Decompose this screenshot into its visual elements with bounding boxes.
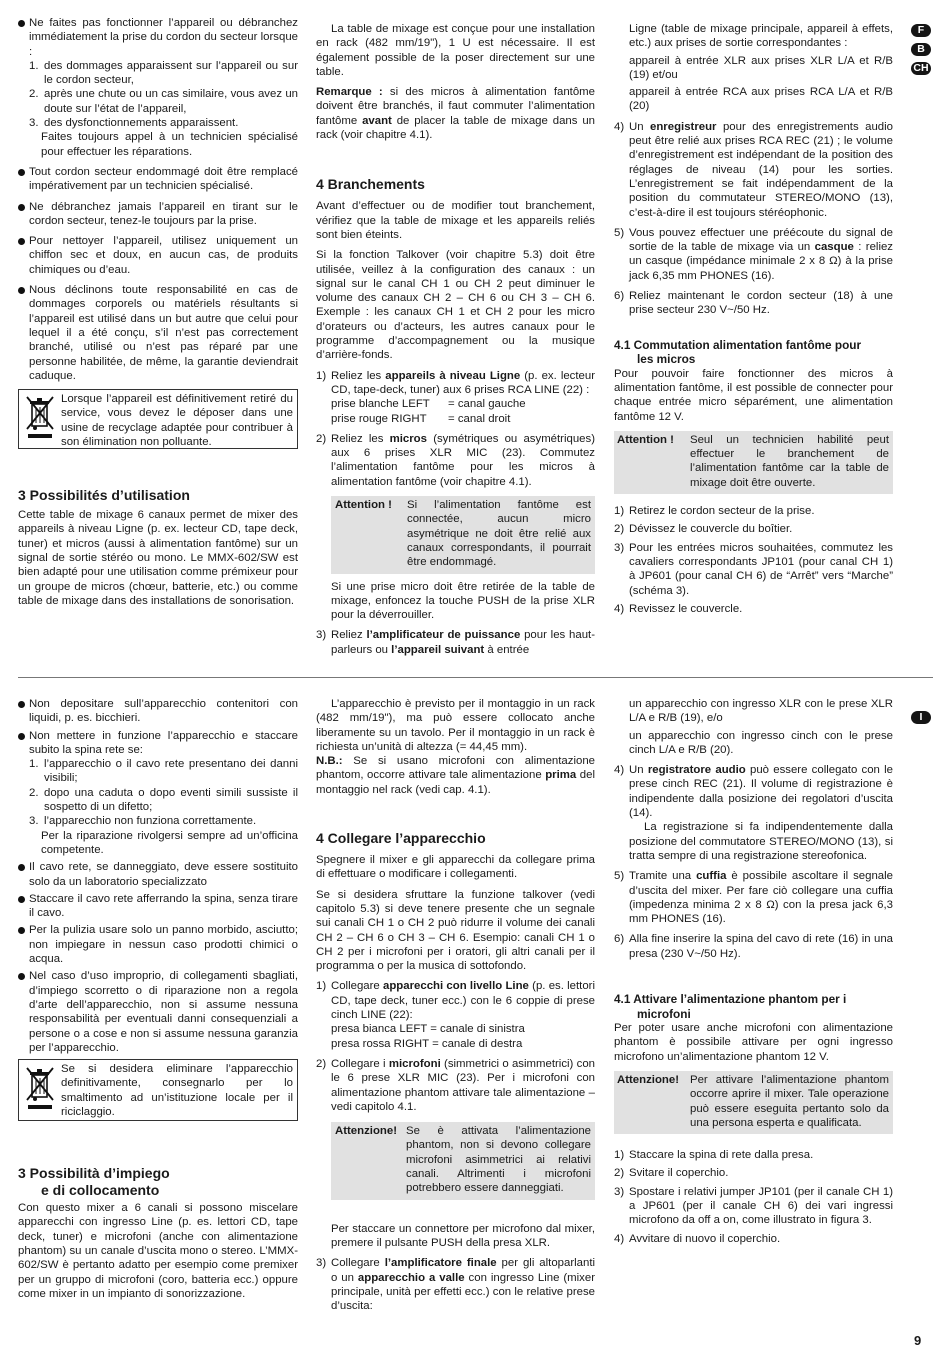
it-column-1 — [18, 697, 298, 1301]
it-step-bold: registratore audio — [647, 764, 746, 777]
it-c3-p2: un apparecchio con ingresso cinch con le prese cinch L/A e R/B (20). — [629, 729, 893, 756]
it-section-3-title — [18, 1165, 298, 1199]
it-step-num: 5) — [614, 870, 625, 883]
fr-attention-text: Seul un technicien habilité peut effectuer le branchement de l’alimentation fantôme car la table de mixage doit être ouverte. — [690, 433, 889, 489]
it-step-bold: cuffia — [696, 870, 727, 883]
fr-c3-p1: Ligne (table de mixage principale, appareil à effets, etc.) aux prises de sortie correspondantes : — [629, 23, 893, 50]
it-step-num: 1) — [316, 980, 327, 993]
fr-s4-p1: Avant d’effectuer ou de modifier tout branchement, vérifiez que la table de mixage et les appareils reliés sont bien éteints. — [316, 200, 595, 241]
fr-step-5 — [614, 226, 893, 283]
fr-step-bold: micros — [389, 432, 427, 445]
fr-safety-sub-1 — [29, 59, 298, 88]
it-safety-6: Nel caso d’uso improprio, di collegamenti sbagliati, d’impiego scorretto o di riparazione non a regola d’arte dell’apparecchio, non si assume nessuna responsabilità per eventuali danni consequenziali a persone o a cose e non si assume nessuna garanzia per l’apparecchio. — [18, 969, 298, 1055]
it-s3-title-b: e di collocamento — [41, 1182, 160, 1199]
fr-step-bold: appareils à niveau Ligne — [385, 369, 521, 382]
fr-s4-p2: Si la fonction Talkover (voir chapitre 5.3) doit être utilisée, veillez à la configuration des canaux : un signal sur le canal CH 1 ou CH 2 peut diminuer le volume des canaux CH 2 – CH 6 ou CH 3 – CH 6. Exemple : les canaux CH 1 et CH 2 pour les micro d’orateurs ou d’acteurs, les autres canaux pour le programme d’accompagnement ou la musique d’arrière-fonds. — [316, 249, 595, 362]
fr-safety-sub-2 — [29, 87, 298, 116]
fr-step-text: Reliez les — [331, 432, 390, 445]
it-step-text: può essere collegato con le prese cinch REC (21). Il volume di registrazione è indipendente dalla posizione dei regolatori d’uscita (14). — [629, 764, 894, 820]
fr-safety-3: Ne débranchez jamais l’appareil en tirant sur le cordon secteur, tenez-le toujours par la prise. — [18, 200, 298, 229]
it-s3-title-a: 3 Possibilità d’impiego — [18, 1165, 170, 1182]
crossed-bin-icon — [25, 395, 55, 441]
fr-phantom-step-1 — [614, 504, 893, 518]
fr-step-2 — [316, 432, 595, 489]
it-step-1 — [316, 979, 595, 1050]
section-divider — [18, 677, 933, 678]
crossed-bin-icon — [25, 1066, 55, 1112]
it-s4-p1: Spegnere il mixer e gli apparecchi da collegare prima di effettuare o modificare i collegamenti. — [316, 854, 595, 881]
fr-rack-text: La table de mixage est conçue pour une installation en rack (482 mm/19"), 1 U est nécessaire. Il est également possible de la poser directement sur une table. — [316, 23, 595, 78]
it-step-num: 6) — [614, 933, 625, 946]
it-step-text: Tramite una — [629, 870, 697, 883]
it-step-bold: l’amplificatore finale — [384, 1257, 497, 1270]
it-nb-label: N.B.: — [316, 755, 343, 768]
it-safety-3: Il cavo rete, se danneggiato, deve essere sostituito solo da un laboratorio specializzato — [18, 860, 298, 889]
it-step-text: Alla fine inserire la spina del cavo di rete (16) in una presa (230 V~/50 Hz). — [629, 933, 893, 960]
fr-step-text: pour les haut-parleurs ou — [331, 629, 595, 656]
it-phantom-step-3 — [614, 1185, 893, 1228]
fr-step-text: à entrée — [484, 643, 530, 656]
it-s41-title-b: microfoni — [637, 1006, 691, 1021]
fr-step-text: Pour les entrées micros souhaitées, commutez les cavaliers correspondants JP101 (pour canal CH 1) à JP601 (pour canal CH 6) de “Arrêt” vers “Marche” (schéma 3). — [629, 541, 893, 597]
it-step-text: Collegare — [331, 980, 384, 993]
it-step-bold: apparecchi con livello Line — [383, 980, 529, 993]
fr-sub-text: des dysfonctionnements apparaissent. — [44, 117, 239, 130]
fr-attention-label: Attention ! — [617, 433, 674, 446]
fr-wiring-l: prise rouge RIGHT — [331, 412, 427, 425]
it-disposal-box — [18, 1059, 298, 1121]
it-safety-5: Per la pulizia usare solo un panno morbido, asciutto; non impiegare in nessun caso prodotti chimici o acqua. — [18, 923, 298, 966]
it-sub-text: l’apparecchio o il cavo rete presentano dei danni visibili; — [44, 758, 298, 785]
it-attention-label: Attenzione! — [335, 1125, 398, 1138]
fr-sub-num: 3. — [29, 117, 39, 130]
fr-wiring-r: = canal droit — [448, 412, 511, 425]
it-safety-sub-after: Per la riparazione rivolgersi sempre ad un’officina competente. — [41, 829, 298, 856]
it-safety-sub-3 — [29, 814, 298, 828]
fr-safety-1-text: Ne faites pas fonctionner l’appareil ou débranchez immédiatement la prise du cordon du secteur lorsque : — [29, 17, 298, 58]
it-step-text: Collegare i — [331, 1057, 389, 1070]
fr-safety-sub-after: Faites toujours appel à un technicien spécialisé pour effectuer les réparations. — [41, 131, 298, 158]
fr-section-3-text: Cette table de mixage 6 canaux permet de mixer des appareils à niveau Ligne (p. ex. lecteur CD, tape deck, tuner) et micros (aussi à alimentation fantôme) sur un signal de sortie stéréo ou mono. Le MMX-602/SW est bien adapté pour une utilisation comme prémixeur pour un groupe de micros (chœur, batterie, etc.) ou comme table de mixage dans des installations de sonorisation. — [18, 509, 298, 607]
it-step-num: 3) — [614, 1185, 625, 1198]
fr-wiring-r: = canal gauche — [448, 398, 526, 411]
fr-step-bold: casque — [814, 241, 854, 254]
fr-step-text: Revissez le couvercle. — [629, 602, 743, 615]
fr-attention-text: Si l’alimentation fantôme est connectée, aucun micro asymétrique ne doit être relié aux canaux correspondants, il pourrait être endommagé. — [407, 499, 591, 569]
it-c3-p1: un apparecchio con ingresso XLR con le prese XLR L/A e R/B (19), e/o — [629, 698, 893, 725]
fr-phantom-step-3 — [614, 541, 893, 598]
fr-remarque-c: de placer la table de mixage dans un rack (voir chapitre 4.1). — [316, 114, 595, 142]
language-badges-bottom — [911, 711, 933, 730]
it-step-text: per gli altoparlanti o un — [331, 1257, 596, 1284]
fr-step-text: Retirez le cordon secteur de la prise. — [629, 505, 815, 518]
fr-column-3 — [614, 22, 893, 616]
it-step-4-cont: La registrazione si fa indipendentemente dalla posizione del commutatore STEREO/MONO (13), si tratta sempre di una registrazione stereofonica. — [629, 821, 893, 862]
fr-step-num: 3) — [614, 541, 625, 554]
fr-step-num: 1) — [316, 369, 327, 382]
fr-step-bold: enregistreur — [650, 120, 717, 133]
it-section-3-text: Con questo mixer a 6 canali si possono miscelare apparecchi con ingresso Line (p. es. lettori CD, tape deck, tuner) e microfoni (anche con alimentazione phantom) su un canale d’uscita mono o stereo. L’MMX-602/SW è pertanto adatto per esempio come premixer per un gruppo di microfoni (coro, batteria ecc.) oppure come mixer in un impianto di sonorizzazione. — [18, 1202, 298, 1300]
it-step-num: 4) — [614, 764, 625, 777]
it-attention-box-2 — [614, 1071, 893, 1134]
fr-step-num: 6) — [614, 290, 625, 303]
fr-c3-p3: appareil à entrée RCA aux prises RCA L/A et R/B (20) — [629, 86, 893, 113]
fr-step-text: Reliez maintenant le cordon secteur (18) à une prise secteur 230 V~/50 Hz. — [629, 290, 893, 317]
it-nb-c: del montaggio nel rack (vedi cap. 4.1). — [316, 769, 595, 796]
fr-step-num: 2) — [614, 523, 625, 536]
it-step-num: 4) — [614, 1232, 625, 1245]
it-disposal-text: Se si desidera eliminare l’apparecchio definitivamente, consegnarlo per lo smaltimento ad un’istituzione locale per il riciclaggio. — [61, 1063, 293, 1119]
it-step-4 — [614, 763, 893, 863]
fr-step-bold: l’appareil suivant — [391, 643, 485, 656]
it-wiring-row-2: presa rossa RIGHT = canale di destra — [331, 1037, 523, 1050]
it-section-41-title — [614, 992, 893, 1021]
fr-step-num: 2) — [316, 432, 327, 445]
fr-step-text: Reliez les — [331, 369, 386, 382]
it-step-num: 2) — [316, 1057, 327, 1070]
page-number: 9 — [914, 1333, 922, 1348]
it-step-text: (p. es. lettori CD, tape deck, tuner ecc.) con le 6 coppie di prese cinch LINE (22): — [331, 980, 596, 1022]
it-column-2 — [316, 697, 595, 1313]
fr-column-2 — [316, 22, 595, 657]
lang-badge-b: B — [911, 43, 931, 56]
it-s41-title-a: 4.1 Attivare l’alimentazione phantom per i — [614, 992, 847, 1007]
fr-s41-title-b: les micros — [637, 352, 696, 367]
lang-badge-f: F — [911, 24, 931, 37]
fr-step-4 — [614, 120, 893, 220]
it-phantom-step-4 — [614, 1232, 893, 1246]
fr-step-text: Dévissez le couvercle du boîtier. — [629, 523, 793, 536]
it-column-3 — [614, 697, 893, 1246]
fr-wiring-l: prise blanche LEFT — [331, 398, 430, 411]
fr-safety-sub-3 — [29, 116, 298, 130]
it-step-bold: apparecchio a valle — [357, 1271, 465, 1284]
fr-s41-text: Pour pouvoir faire fonctionner des micros à alimentation fantôme, il est possible de connecter pour chaque entrée micro séparément, une alimentation fantôme 12 V. — [614, 367, 893, 423]
it-attention-label: Attenzione! — [617, 1073, 680, 1086]
it-sub-num: 2. — [29, 786, 39, 799]
it-step-6 — [614, 932, 893, 961]
fr-sub-text: après une chute ou un cas similaire, vous avez un doute sur l’état de l’appareil, — [44, 88, 298, 115]
fr-step-1 — [316, 369, 595, 426]
fr-remarque-b: avant — [362, 114, 392, 127]
fr-step-6 — [614, 289, 893, 318]
it-safety-sub-1 — [29, 757, 298, 786]
fr-section-41-title — [614, 338, 893, 367]
it-section-4-title: 4 Collegare l’apparecchio — [316, 830, 486, 847]
it-step-num: 3) — [316, 1257, 327, 1270]
it-step-2-after: Per staccare un connettore per microfono dal mixer, premere il pulsante PUSH della presa XLR. — [331, 1222, 595, 1249]
language-badges-top — [911, 24, 933, 81]
fr-step-num: 3) — [316, 629, 327, 642]
it-step-bold: microfoni — [388, 1057, 441, 1070]
it-wiring-row-1: presa bianca LEFT = canale di sinistra — [331, 1023, 525, 1036]
fr-sub-num: 1. — [29, 59, 39, 72]
fr-wiring-row-2 — [331, 412, 595, 426]
it-phantom-step-1 — [614, 1148, 893, 1162]
fr-sub-text: des dommages apparaissent sur l’appareil ou sur le cordon secteur, — [44, 59, 298, 87]
fr-step-num: 4) — [614, 602, 625, 615]
it-rack-text: L’apparecchio è previsto per il montaggio in un rack (482 mm/19"), ma può essere collocato anche liberamente su un tavolo. Per il montaggio in un rack è richiesta un’unità di altezza (= 44,45 mm). — [316, 698, 595, 753]
it-step-text: con ingresso Line (mixer principale, unità per effetti ecc.) con le relative prese d’uscita: — [331, 1271, 596, 1313]
it-nb-b: prima — [545, 769, 577, 782]
it-attention-text: Per attivare l’alimentazione phantom occorre aprire il mixer. Tale operazione può essere eseguita pertanto solo da una persona esperta e qualificata. — [690, 1073, 889, 1129]
it-safety-sub-2 — [29, 786, 298, 815]
fr-step-text: Un — [629, 120, 651, 133]
it-sub-text: dopo una caduta o dopo eventi simili sussiste il sospetto di un difetto; — [44, 786, 298, 814]
lang-badge-ch: CH — [911, 62, 931, 75]
it-step-text: Collegare — [331, 1257, 385, 1270]
it-step-text: Avvitare di nuovo il coperchio. — [629, 1232, 781, 1245]
it-sub-text: l’apparecchio non funziona correttamente. — [44, 815, 257, 828]
it-nb-a: Se si usano microfoni con alimentazione phantom, occorre attivare tale alimentazione — [316, 755, 595, 782]
it-step-text: (simmetrici o asimmetrici) con le 6 prese XLR MIC (23). Per i microfoni con alimentazione phantom attivare tale alimentazione – vedi capitolo 4.1. — [331, 1057, 595, 1113]
fr-step-text: (p. ex. lecteur CD, tape-deck, tuner) aux 6 prises RCA LINE (22) : — [331, 369, 596, 396]
fr-safety-5: Nous déclinons toute responsabilité en cas de dommages corporels ou matériels résultants si l’appareil est utilisé dans un but autre que celui pour lequel il a été conçu, s’il n’est pas correctement branché, utilisé ou n’est pas réparé par une personne habilitée, de même, la garantie deviendrait caduque. — [18, 283, 298, 383]
it-step-5 — [614, 869, 893, 926]
it-s41-text: Per poter usare anche microfoni con alimentazione phantom è possibile attivare per ogni ingresso microfono un’alimentazione phantom 12 V. — [614, 1022, 893, 1063]
fr-safety-1 — [18, 16, 298, 159]
fr-phantom-step-2 — [614, 522, 893, 536]
fr-column-1 — [18, 16, 298, 608]
it-safety-4: Staccare il cavo rete afferrando la spina, senza tirare il cavo. — [18, 892, 298, 921]
fr-step-text: : reliez un casque (impédance minimale 2 x 8 Ω) à la prise jack 6,35 mm PHONES (16). — [629, 241, 894, 282]
it-s4-p2: Se si desidera sfruttare la funzione talkover (vedi capitolo 5.3) si deve tenere presente che un segnale sui canali CH 1 o CH 2 può ridurre il volume dei canali CH 2 – CH 6 o CH 3 – CH 6. Esempio: canali CH 1 o CH 2 per i microfoni per i oratori, gli altri canali per il programma o per la musica di sottofondo. — [316, 888, 595, 973]
fr-step-bold: l’amplificateur de puissance — [366, 629, 521, 642]
fr-safety-2: Tout cordon secteur endommagé doit être remplacé impérativement par un technicien spécialisé. — [18, 165, 298, 194]
it-safety-1: Non depositare sull’apparecchio contenitori con liquidi, p. es. bicchieri. — [18, 697, 298, 726]
it-step-2 — [316, 1057, 595, 1114]
it-attention-box-1 — [331, 1122, 595, 1199]
fr-section-3-title: 3 Possibilités d’utilisation — [18, 487, 190, 504]
it-step-text: Svitare il coperchio. — [629, 1167, 729, 1180]
it-step-text: Spostare i relativi jumper JP101 (per il canale CH 1) a JP601 (per il canale CH 6) dei vari ingressi microfono da off a on, come illustrato in figura 3. — [629, 1185, 893, 1227]
fr-step-text: Vous pouvez effectuer une préécoute du signal de sortie de la table de mixage via un — [629, 226, 893, 254]
fr-sub-num: 2. — [29, 88, 39, 101]
fr-step-text: Reliez — [331, 629, 367, 642]
it-step-3 — [316, 1256, 595, 1313]
it-safety-2 — [18, 729, 298, 858]
fr-attention-box-1 — [331, 496, 595, 573]
fr-step-text: pour des enregistrements audio peut être relié aux prises RCA REC (21) ; le volume d’enregistrement est indépendant de la position des réglages de niveau (14) pour les sorties. L’enregistrement se fait indépendamment de la position du commutateur STEREO/MONO (13), c’est-à-dire il est toujours stéréophonic. — [629, 120, 893, 219]
lang-badge-i: I — [911, 711, 931, 724]
it-step-num: 1) — [614, 1149, 625, 1162]
it-attention-text: Se è attivata l’alimentazione phantom, non si devono collegare microfoni asimmetrici ai relativi canali. Altrimenti i microfoni potrebbero essere danneggiati. — [406, 1125, 591, 1195]
it-step-text: Un — [629, 764, 648, 777]
fr-step-num: 5) — [614, 226, 625, 239]
fr-step-3 — [316, 628, 595, 657]
fr-step-num: 1) — [614, 505, 625, 518]
fr-c3-p2: appareil à entrée XLR aux prises XLR L/A et R/B (19) et/ou — [629, 54, 893, 81]
fr-step-text: (symétriques ou asymétriques) aux 6 prises XLR MIC (23). Commutez l’alimentation fantôme pour les micros à alimentation fantôme (voir chapitre 4.1). — [331, 432, 595, 488]
fr-wiring-row-1 — [331, 397, 595, 411]
fr-step-num: 4) — [614, 120, 625, 133]
it-safety-2-text: Non mettere in funzione l’apparecchio e staccare subito la spina rete se: — [29, 729, 298, 756]
it-step-num: 2) — [614, 1167, 625, 1180]
it-phantom-step-2 — [614, 1166, 893, 1180]
it-step-text: è possibile ascoltare il segnale d’uscita del mixer. Per fare ciò collegare una cuffia (impedenza minima 2 x 8 Ω) con la presa jack 6,3 mm PHONES (16). — [629, 870, 893, 926]
fr-remarque-a: si des micros à alimentation fantôme doivent être branchés, il faut commuter l’alimentation fantôme — [316, 86, 596, 127]
fr-safety-4: Pour nettoyer l’appareil, utilisez uniquement un chiffon sec et doux, en aucun cas, de produits chimiques ou d’eau. — [18, 234, 298, 277]
fr-attention-label: Attention ! — [335, 499, 392, 512]
fr-remarque — [316, 85, 595, 142]
fr-attention-box-2 — [614, 431, 893, 494]
it-step-text: Staccare la spina di rete dalla presa. — [629, 1149, 814, 1162]
fr-disposal-box — [18, 389, 298, 449]
it-nb — [316, 754, 595, 797]
it-sub-num: 1. — [29, 758, 39, 771]
fr-remarque-label: Remarque : — [316, 86, 383, 99]
fr-section-4-title: 4 Branchements — [316, 176, 425, 193]
fr-s41-title-a: 4.1 Commutation alimentation fantôme pour — [614, 337, 862, 352]
it-sub-num: 3. — [29, 815, 39, 828]
fr-phantom-step-4 — [614, 602, 893, 616]
fr-disposal-text: Lorsque l’appareil est définitivement retiré du service, vous devez le déposer dans une usine de recyclage adaptée pour contribuer à son élimination non polluante. — [61, 393, 293, 449]
fr-step-2-after: Si une prise micro doit être retirée de la table de mixage, enfoncez la touche PUSH de la prise XLR pour la déverrouiller. — [331, 580, 595, 622]
